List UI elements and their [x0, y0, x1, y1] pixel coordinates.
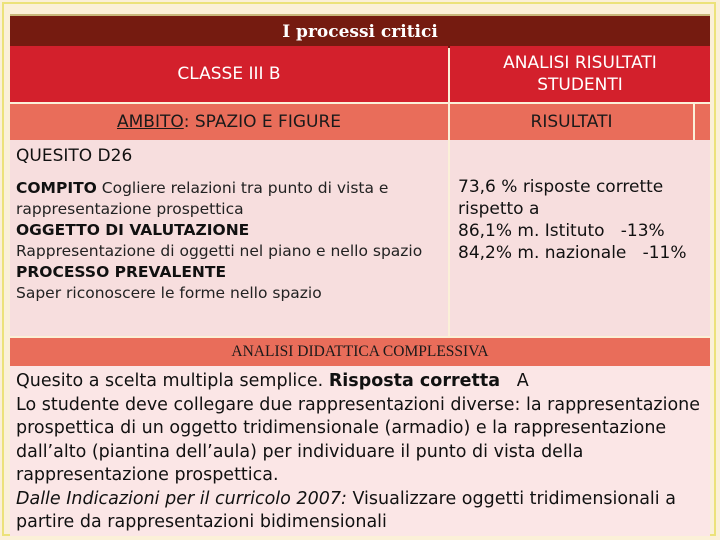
analisi-bar — [10, 338, 710, 366]
page-title — [10, 14, 710, 48]
risposta-label: Risposta corretta — [328, 371, 501, 391]
quesito-title: QUESITO D26 — [16, 146, 133, 166]
risultati-bar-edge — [695, 104, 710, 140]
oggetto-text: Rappresentazione di oggetti nel piano e nello spazio — [16, 242, 423, 260]
ambito-value: : SPAZIO E FIGURE — [183, 112, 342, 132]
compito-text: Cogliere relazioni tra punto di vista e rappresentazione prospettica — [16, 179, 389, 218]
indicazioni-text: Visualizzare oggetti tridimensionali a partire da rappresentazioni bidimensionali — [16, 488, 676, 532]
task-description — [16, 178, 446, 304]
analysis-text — [16, 370, 706, 535]
indicazioni-label: Dalle Indicazioni per il curricolo 2007: — [16, 488, 347, 509]
analysis-description: Lo studente deve collegare due rappresentazioni diverse: la rappresentazione prospettica di un oggetto tridimensionale (armadio) e la rappresentazione dall’alto (piantina dell’aula) per individuare il punto di vista della rappresentazione prospettica. — [16, 394, 701, 485]
page-title-text: I processi critici — [282, 22, 438, 42]
risposta-value: A — [500, 371, 529, 391]
analysis-intro: Quesito a scelta multipla semplice. — [16, 371, 329, 391]
ambito-label: AMBITO — [116, 112, 184, 132]
class-header — [10, 46, 448, 102]
ambito-bar — [10, 104, 448, 140]
compito-label: COMPITO — [16, 179, 97, 197]
results-text: 73,6 % risposte corrette rispetto a 86,1% m. Istituto -13% 84,2% m. nazionale -11% — [458, 177, 687, 263]
risultati-label: RISULTATI — [530, 112, 613, 132]
class-header-text: CLASSE III B — [177, 64, 281, 84]
processo-label: PROCESSO PREVALENTE — [16, 263, 227, 281]
oggetto-label: OGGETTO DI VALUTAZIONE — [16, 221, 250, 239]
column-divider — [448, 140, 450, 336]
analysis-header — [450, 46, 710, 102]
analisi-label: ANALISI DIDATTICA COMPLESSIVA — [231, 343, 489, 360]
processo-text: Saper riconoscere le forme nello spazio — [16, 284, 322, 302]
analysis-header-text: ANALISI RISULTATI STUDENTI — [503, 53, 657, 95]
risultati-bar — [450, 104, 693, 140]
